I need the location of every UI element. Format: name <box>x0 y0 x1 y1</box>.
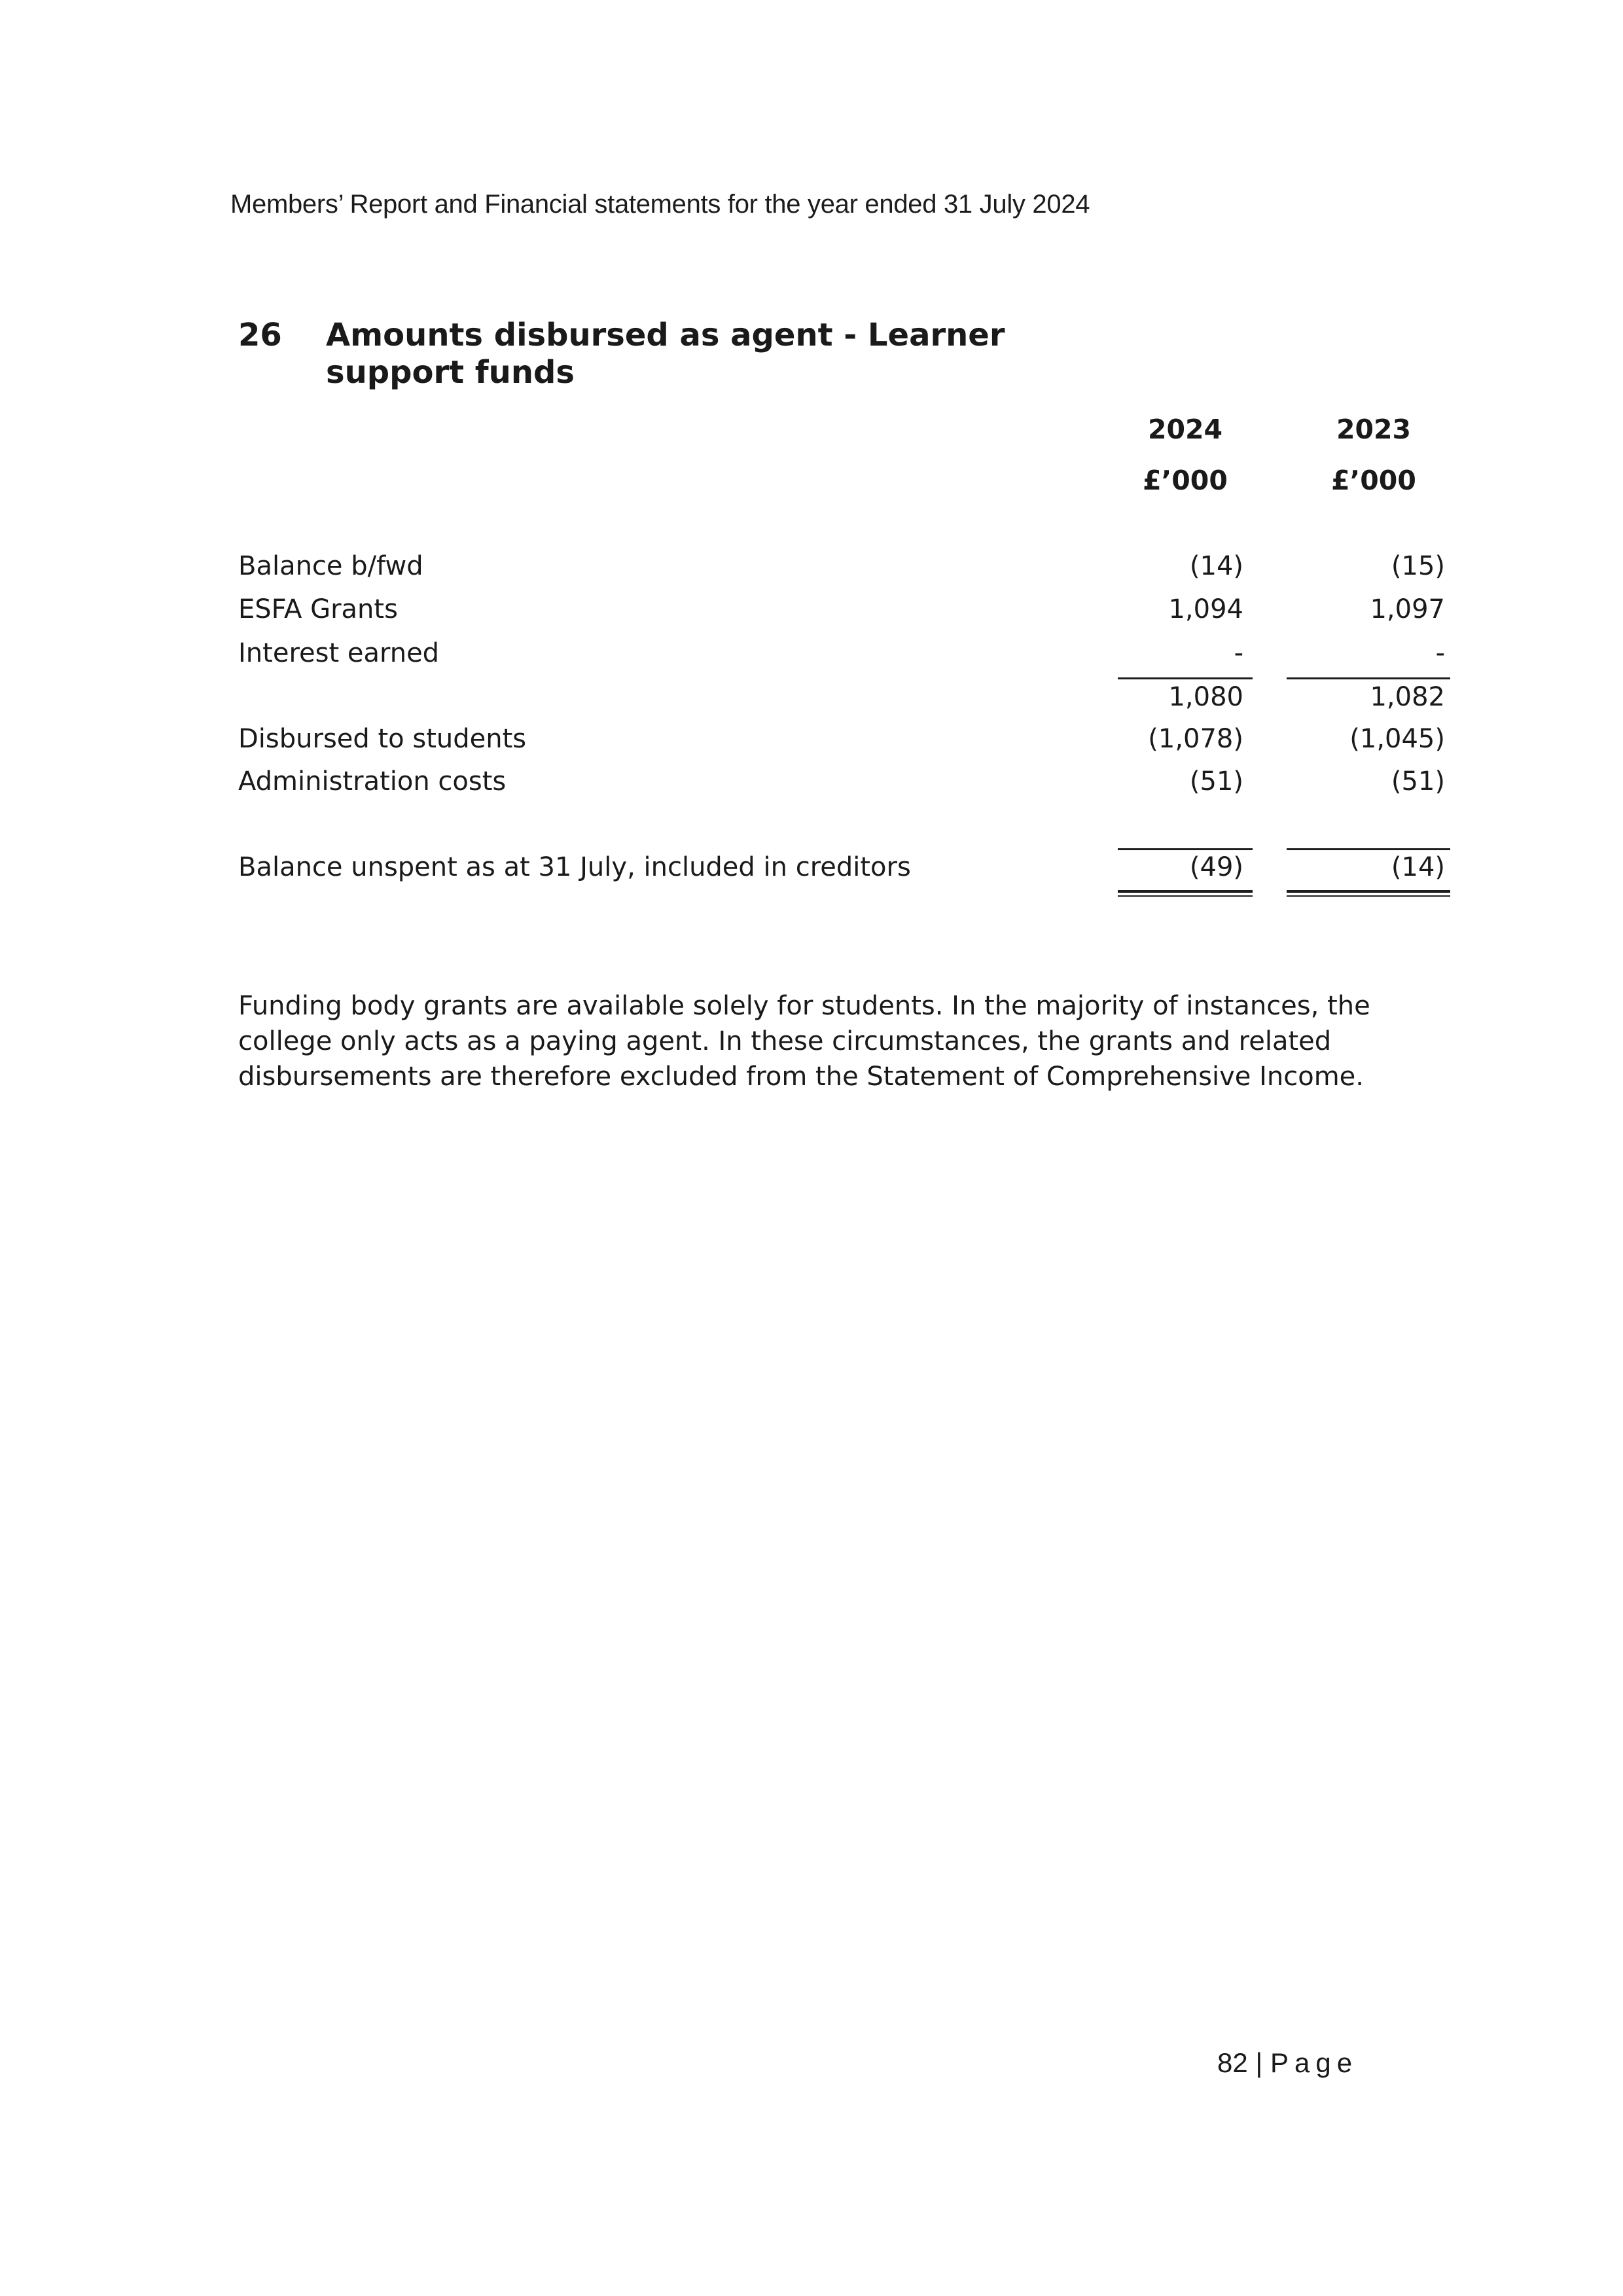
note-number: 26 <box>238 317 282 353</box>
row-label: ESFA Grants <box>238 594 398 624</box>
page-footer <box>1217 2047 1358 2079</box>
column-year-2024: 2024 <box>1147 414 1223 445</box>
column-unit-2023: £’000 <box>1331 465 1416 496</box>
note-title: Amounts disbursed as agent - Learner support funds <box>326 317 1005 391</box>
subtotal-rule-2024 <box>1118 677 1253 679</box>
value-2024: (14) <box>1189 551 1243 581</box>
row-label: Interest earned <box>238 638 440 668</box>
page-number: 82 <box>1217 2047 1248 2078</box>
column-year-2023: 2023 <box>1336 414 1412 445</box>
double-underline-2023 <box>1287 890 1450 893</box>
value-2024: 1,094 <box>1168 594 1243 624</box>
page-separator: | <box>1255 2047 1263 2078</box>
total-rule-2024 <box>1118 848 1253 850</box>
value-2023: (15) <box>1391 551 1445 581</box>
row-label: Balance b/fwd <box>238 551 423 581</box>
row-label: Balance unspent as at 31 July, included in creditors <box>238 852 911 882</box>
double-underline-2023-lower <box>1287 895 1450 897</box>
value-2024: (1,078) <box>1148 724 1243 754</box>
double-underline-2024-lower <box>1118 895 1253 897</box>
document-header: Members’ Report and Financial statements for the year ended 31 July 2024 <box>230 190 1090 219</box>
total-value-2024: (49) <box>1189 852 1243 882</box>
value-2023: (1,045) <box>1349 724 1445 754</box>
total-value-2023: (14) <box>1391 852 1445 882</box>
footnote-paragraph: Funding body grants are available solely for students. In the majority of instances, the college only acts as a paying agent. In these circumstances, the grants and related disbursements are therefore excluded from the Statement of Comprehensive Income. <box>238 991 1370 1092</box>
subtotal-rule-2023 <box>1287 677 1450 679</box>
row-label: Disbursed to students <box>238 724 527 754</box>
value-2024: - <box>1234 638 1243 668</box>
value-2023: 1,097 <box>1370 594 1445 624</box>
total-rule-2023 <box>1287 848 1450 850</box>
double-underline-2024 <box>1118 890 1253 893</box>
row-label: Administration costs <box>238 766 507 797</box>
subtotal-value-2024: 1,080 <box>1168 682 1243 712</box>
subtotal-value-2023: 1,082 <box>1370 682 1445 712</box>
page-word: Page <box>1270 2047 1359 2078</box>
value-2024: (51) <box>1189 766 1243 797</box>
value-2023: - <box>1435 638 1445 668</box>
value-2023: (51) <box>1391 766 1445 797</box>
column-unit-2024: £’000 <box>1143 465 1228 496</box>
